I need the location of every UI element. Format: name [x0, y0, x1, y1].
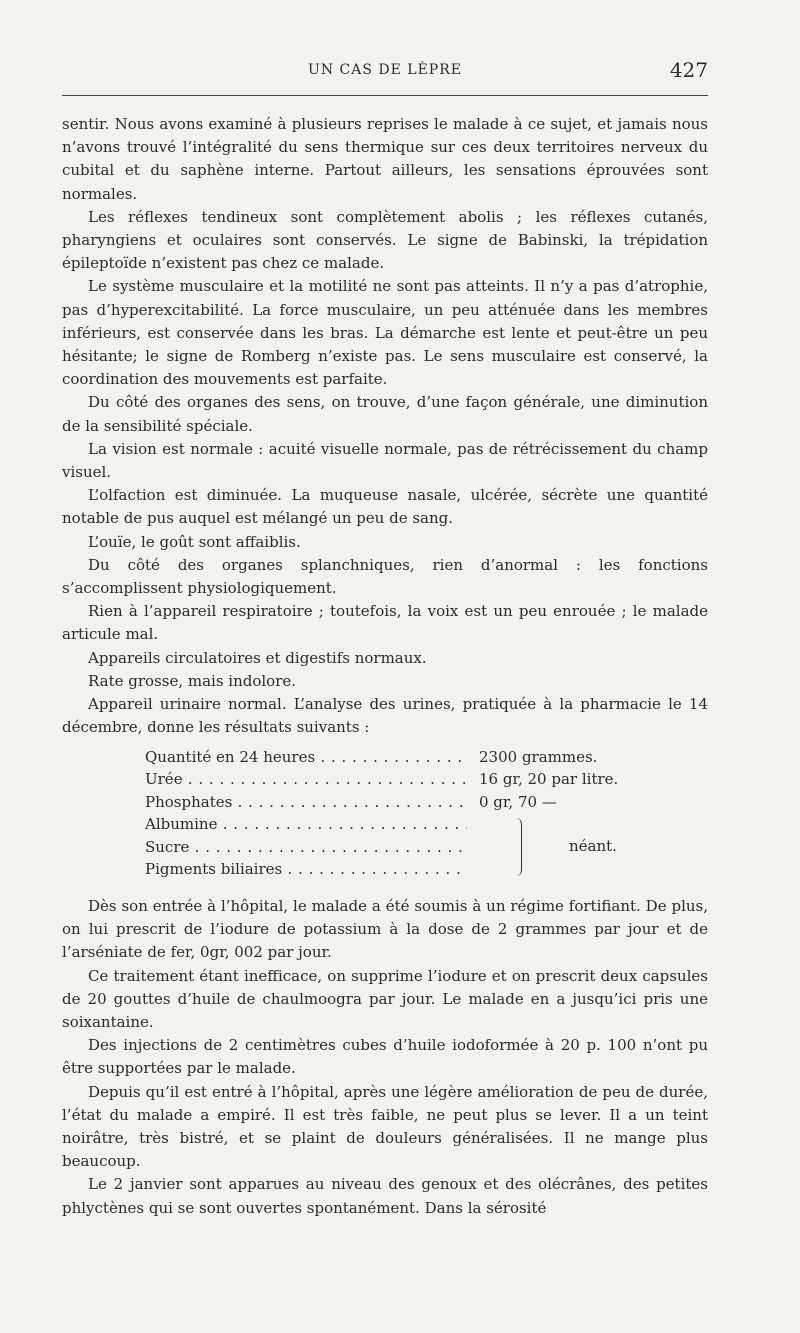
result-value: 2300 grammes. [479, 748, 598, 766]
paragraph: Rien à l’appareil respiratoire ; toutefois, la voix est un peu enrouée ; le malade articule mal. [62, 602, 708, 644]
result-value [467, 813, 479, 835]
result-label: Pigments biliaires . . . [145, 858, 467, 880]
result-value [467, 836, 479, 858]
paragraph: Dès son entrée à l’hôpital, le malade a été soumis à un régime fortifiant. De plus, on lui prescrit de l’iodure de potassium à la dose de 2 grammes par jour et de l’arséniate de fer, 0gr, 002 par jour. [62, 897, 708, 962]
result-label: Sucre . . . [145, 836, 467, 858]
result-label: Quantité en 24 heures . . . [145, 746, 467, 768]
paragraph: La vision est normale : acuité visuelle normale, pas de rétrécissement du champ visuel. [62, 439, 708, 482]
result-row [145, 858, 705, 880]
paragraph: Rate grosse, mais indolore. [88, 671, 297, 690]
running-title: UN CAS DE LÈPRE [308, 62, 462, 78]
urine-results-table [145, 746, 705, 880]
paragraph: Appareil urinaire normal. L’analyse des urines, pratiquée à la pharmacie le 14 décembre, donne les résultats suivants : [62, 695, 708, 737]
body-text [62, 113, 708, 739]
result-value [467, 858, 479, 880]
result-value: 0 gr, 70 — [479, 792, 557, 811]
result-row [145, 791, 705, 813]
body-text-continued [62, 895, 708, 1220]
paragraph: L’ouïe, le goût sont affaiblis. [88, 532, 301, 551]
result-value: 16 gr, 20 par litre. [479, 770, 619, 789]
paragraph: Le système musculaire et la motilité ne sont pas atteints. Il n’y a pas d’atrophie, pas d’hyperexcitabilité. La force musculaire, un peu atténuée dans les membres inférieurs, est conservée dans les bras. La démarche est lente et peut-être un peu hésitante; le signe de Romberg n’existe pas. Le sens musculaire est conservé, la coordination des mouvements est parfaite. [62, 277, 708, 389]
paragraph: Depuis qu’il est entré à l’hôpital, après une légère amélioration de peu de durée, l’état du malade a empiré. Il est très faible, ne peut plus se lever. Il a un teint noirâtre, très bistré, et se plaint de douleurs généralisées. Il ne mange plus beaucoup. [62, 1082, 708, 1171]
result-row [145, 768, 705, 790]
neant-value: néant. [569, 837, 617, 855]
paragraph: Du côté des organes des sens, on trouve, d’une façon générale, une diminution de la sensibilité spéciale. [62, 393, 708, 435]
header-rule [62, 95, 708, 96]
paragraph: Appareils circulatoires et digestifs normaux. [88, 648, 427, 667]
page-number: 427 [669, 58, 708, 82]
paragraph: L’olfaction est diminuée. La muqueuse nasale, ulcérée, sécrète une quantité notable de pus auquel est mélangé un peu de sang. [62, 486, 708, 528]
result-row [145, 746, 705, 768]
page-header [62, 58, 708, 88]
result-row [145, 813, 705, 835]
paragraph: Les réflexes tendineux sont complètement abolis ; les réflexes cutanés, pharyngiens et oculaires sont conservés. Le signe de Babinski, la trépidation épileptoïde n’existent pas chez ce malade. [62, 207, 708, 273]
result-label: Urée . . . [145, 768, 467, 790]
result-label: Albumine . . . [145, 813, 467, 835]
paragraph: Des injections de 2 centimètres cubes d’huile iodoformée à 20 p. 100 n’ont pu être supportées par le malade. [62, 1036, 708, 1078]
paragraph: Le 2 janvier sont apparues au niveau des genoux et des olécrânes, des petites phlyctènes qui se sont ouvertes spontanément. Dans la sérosité [62, 1175, 708, 1217]
result-label: Phosphates . . . [145, 791, 467, 813]
result-row [145, 836, 705, 858]
paragraph: Ce traitement étant inefficace, on supprime l’iodure et on prescrit deux capsules de 20 gouttes d’huile de chaulmoogra par jour. Le malade en a jusqu’ici pris une soixantaine. [62, 966, 708, 1032]
grouping-brace [513, 818, 522, 876]
paragraph: sentir. Nous avons examiné à plusieurs reprises le malade à ce sujet, et jamais nous n’avons trouvé l’intégralité du sens thermique sur ces deux territoires nerveux du cubital et du saphène interne. Partout ailleurs, les sensations éprouvées sont normales. [62, 115, 708, 203]
paragraph: Du côté des organes splanchniques, rien d’anormal : les fonctions s’accomplissent physiologiquement. [62, 555, 708, 598]
